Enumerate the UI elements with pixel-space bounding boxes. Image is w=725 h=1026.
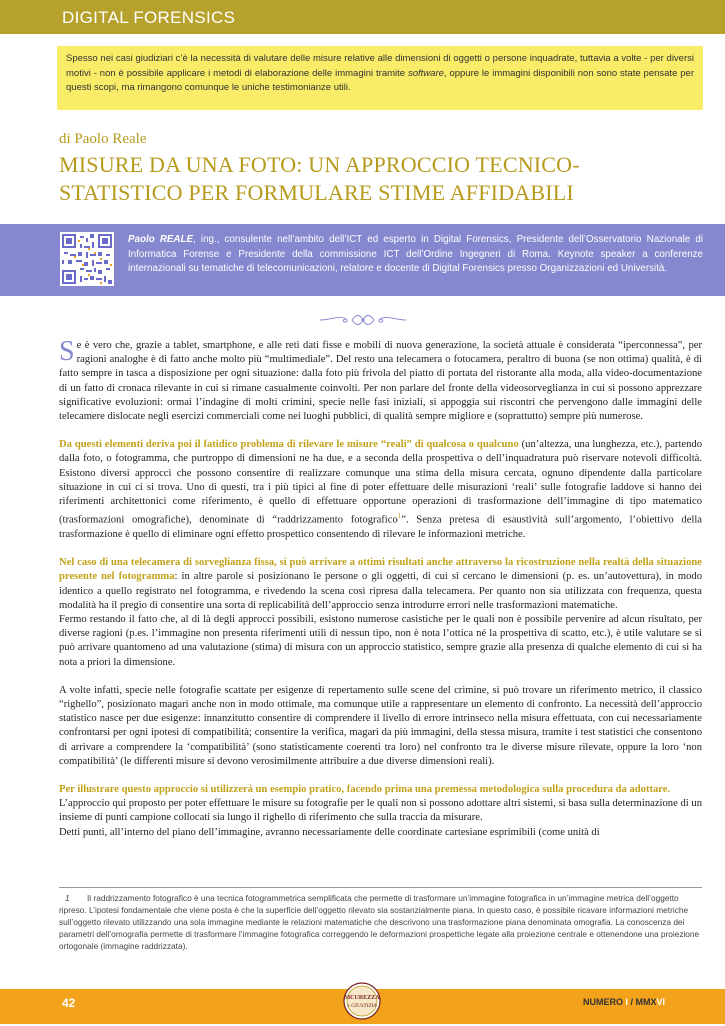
issue-suffix: VI — [656, 997, 665, 1007]
intro-text-italic: software — [407, 67, 444, 79]
paragraph-3 — [59, 556, 702, 613]
intro-text-part1: Spesso nei casi giudiziari c’è la necessità di valutare delle misure relative alle dimensioni di oggetti o persone inquadrate, tuttavia a volte - per diversi motivi - non è possibile applicare i metodi di elaborazione delle immagini tramite — [66, 53, 694, 79]
section-header-bar — [0, 0, 725, 34]
author-bio — [128, 233, 703, 277]
article-body — [59, 336, 702, 840]
paragraph-5: A volte infatti, specie nelle fotografie scattate per esigenze di repertamento sulle scene del crimine, si può trovare un riferimento metrico, il classico “righello”, posizionato magari anche non in modo ottimale, ma comunque utile a rappresentare un elemento di confronto. La necessità dell’approccio statistico nasce per due esigenze: innanzitutto consentire di comprendere il livello di errore intrinseco nella misura effettuata, con cui necessariamente confrontarsi per ogni ipotesi di compatibilità; consentire la verifica, magari da più immagini, della stessa misura, tramite i test statistici che consentono di arrivare a comprendere la ‘compatibilità’ (sono statisticamente coerenti tra loro) nel confronto tra le diverse misure rilevate, oppure la loro ‘non compatibilità’ (le differenti misure si devono verosimilmente attribuire a due diverse dimensioni reali). — [59, 684, 702, 767]
issue-label — [583, 997, 665, 1007]
footnote-text: Il raddrizzamento fotografico è una tecnica fotogrammetrica semplificata che permette di trasformare un’immagine fotografica in un’immagine metrica dell’oggetto ripreso. L’ipotesi fondamentale che viene posta è che la superficie dell’oggetto rilevato sia sostanzialmente piana. In questo caso, è possibile ricavare informazioni metriche sull’oggetto rilevato utilizzando una sola immagine mediante le relazioni matematiche che descrivono una trasformazione piana denominata omografia. La conoscenza dei parametri dell’omografia permette di trasformare l’immagine fotografica correggendo le deformazioni prospettiche legate alla proiezione centrale e ottenendone una proiezione ortogonale (immagine raddrizzata). — [59, 893, 700, 952]
highlight-2: Nel caso di una telecamera di sorveglianza fissa, si può arrivare a ottimi risultati anche attraverso la ricostruzione nella realtà della situazione presente nel fotogramma — [59, 557, 702, 583]
footnote — [59, 892, 702, 952]
paragraph-7: L’approccio qui proposto per poter effettuare le misure su fotografie per le quali non si possono adottare altri sistemi, si basa sulla determinazione di un insieme di punti campione collocati sia lungo il righello di riferimento che sulla traccia da misurare. — [59, 798, 702, 824]
footnote-ref[interactable]: 1 — [397, 512, 402, 521]
highlight-1: Da questi elementi deriva poi il fatidico problema di rilevare le misure “reali” di qualcosa o qualcuno — [59, 439, 519, 451]
ornament-divider-icon — [318, 312, 408, 328]
issue-number: I — [625, 997, 628, 1007]
drop-cap: S — [59, 336, 75, 367]
paragraph-6 — [59, 783, 702, 797]
paragraph-1 — [59, 336, 702, 424]
paragraph-1-text: e è vero che, grazie a tablet, smartphone, e alle reti dati fisse e mobili di nuova generazione, la società attuale è considerata “iperconnessa”, per ragioni analoghe è di fatto anche molto più “multimediale”. Del resto una telecamera o fotocamera, peraltro di buona (se non ottima) qualità, è di fatto sempre in tasca a disposizione per ogni situazione: dalla foto più frivola del piatto di portata del ristorante alla moda, alla video-documentazione di un fatto di cronaca rilevante in cui si rimane casualmente coinvolti. Per non parlare del fronte della videosorveglianza in cui si possono apprezzare significative evoluzioni: ormai l’indagine di molti crimini, specie nelle fasi iniziali, si appoggia sui riscontri che pervengono dalle immagini delle telecamere dislocate negli esercizi commerciali come nei luoghi pubblici, di qualità sempre migliore e (soprattutto) sempre più numerose. — [59, 340, 702, 423]
byline: di Paolo Reale — [59, 131, 147, 147]
author-bio-text: , ing., consulente nell’ambito dell’ICT ed esperto in Digital Forensics, Presidente dell’Osservatorio Nazionale di Informatica Forense e Presidente della commissione ICT dell’Ordine Ingegneri di Roma. Keynote speaker a conferenze internazionali su tematiche di telecomunicazioni, relatore e docente di Digital Forensics presso Organizzazioni ed Università. — [128, 234, 703, 275]
paragraph-8: Detti punti, all’interno del piano dell’immagine, avranno necessariamente delle coordinate cartesiane esprimibili (come unità di — [59, 826, 600, 838]
highlight-3: Per illustrare questo approccio si utilizzerà un esempio pratico, facendo prima una premessa metodologica sulla procedura da adottare. — [59, 784, 671, 796]
article-title: MISURE DA UNA FOTO: UN APPROCCIO TECNICO-STATISTICO PER FORMULARE STIME AFFIDABILI — [59, 152, 580, 205]
page-number: 42 — [62, 996, 76, 1010]
intro-text-part2: , oppure le immagini disponibili non sono state pensate per questi scopi, ma rimangono comunque le uniche testimonianze utili. — [66, 67, 694, 94]
issue-separator: / MMX — [627, 997, 657, 1007]
magazine-logo-icon — [332, 981, 392, 1021]
issue-prefix: NUMERO — [582, 997, 626, 1007]
paragraph-3-text: : in altre parole si posizionano le persone o gli oggetti, di cui si cercano le dimensioni (p. es. un’autovettura), in modo identico a quello registrato nel fotogramma, e rivedendo la scena così ripresa dalla telecamera. Per quanto non sia utilizzata con frequenza, questa modalità ha il pregio di consentire una sorta di replicabilità dell’approccio senza introdurre errori nelle trasformazioni matematiche. — [59, 571, 702, 611]
intro-box — [57, 46, 703, 110]
footnote-number: 1 — [65, 893, 70, 903]
section-label: DIGITAL FORENSICS — [62, 8, 236, 27]
footnote-divider — [59, 887, 702, 888]
paragraph-2-text-b: ”. Senza pretesa di esaustività sull’argomento, l’obiettivo della trasformazione è quello di eliminare ogni effetto prospettico consentendo di rilevare le informazioni metriche. — [59, 514, 702, 540]
paragraph-2-text-a: (un’altezza, una lunghezza, etc.), partendo dalla foto, o fotogramma, che purtroppo di dimensioni ne ha due, e a seconda della prospettiva o dell’inquadratura può riservare notevoli difficoltà. Esistono diversi approcci che possono consentire di realizzare comunque una stima della misura cercata, ognuno dipendente dalla particolare situazione in cui ci si trova. Uno di questi, tra i più tipici al fine di poter effettuare delle misurazioni ‘reali’ sulle fotografie laddove si hanno dei riferimenti architettonici come riferimento, è quello di effettuare opportune operazioni di trasformazione dell’immagine di tipo matematico (trasformazioni omografiche), denominate di “raddrizzamento fotografico — [59, 439, 702, 526]
logo-text-1: SICUREZZA — [344, 995, 380, 1001]
paragraph-2 — [59, 438, 702, 542]
paragraph-4: Fermo restando il fatto che, al di là degli approcci possibili, esistono numerose casistiche per le quali non è possibile pervenire ad alcun risultato, per diverse ragioni (p.es. l’immagine non presenta riferimenti utili di nessun tipo, non è nota l’ottica né la prospettiva di scatto, etc.), è utile valutare se si può arrivare quantomeno ad una valutazione (stima) di misura con un approccio statistico, sempre grazie alla presenza di qualche elemento di cui si ha nota a priori la dimensione. — [59, 613, 702, 668]
author-name: Paolo REALE — [128, 234, 194, 245]
logo-text-2: e GIUSTIZIA — [347, 1003, 377, 1009]
qr-code-icon[interactable] — [60, 232, 114, 286]
